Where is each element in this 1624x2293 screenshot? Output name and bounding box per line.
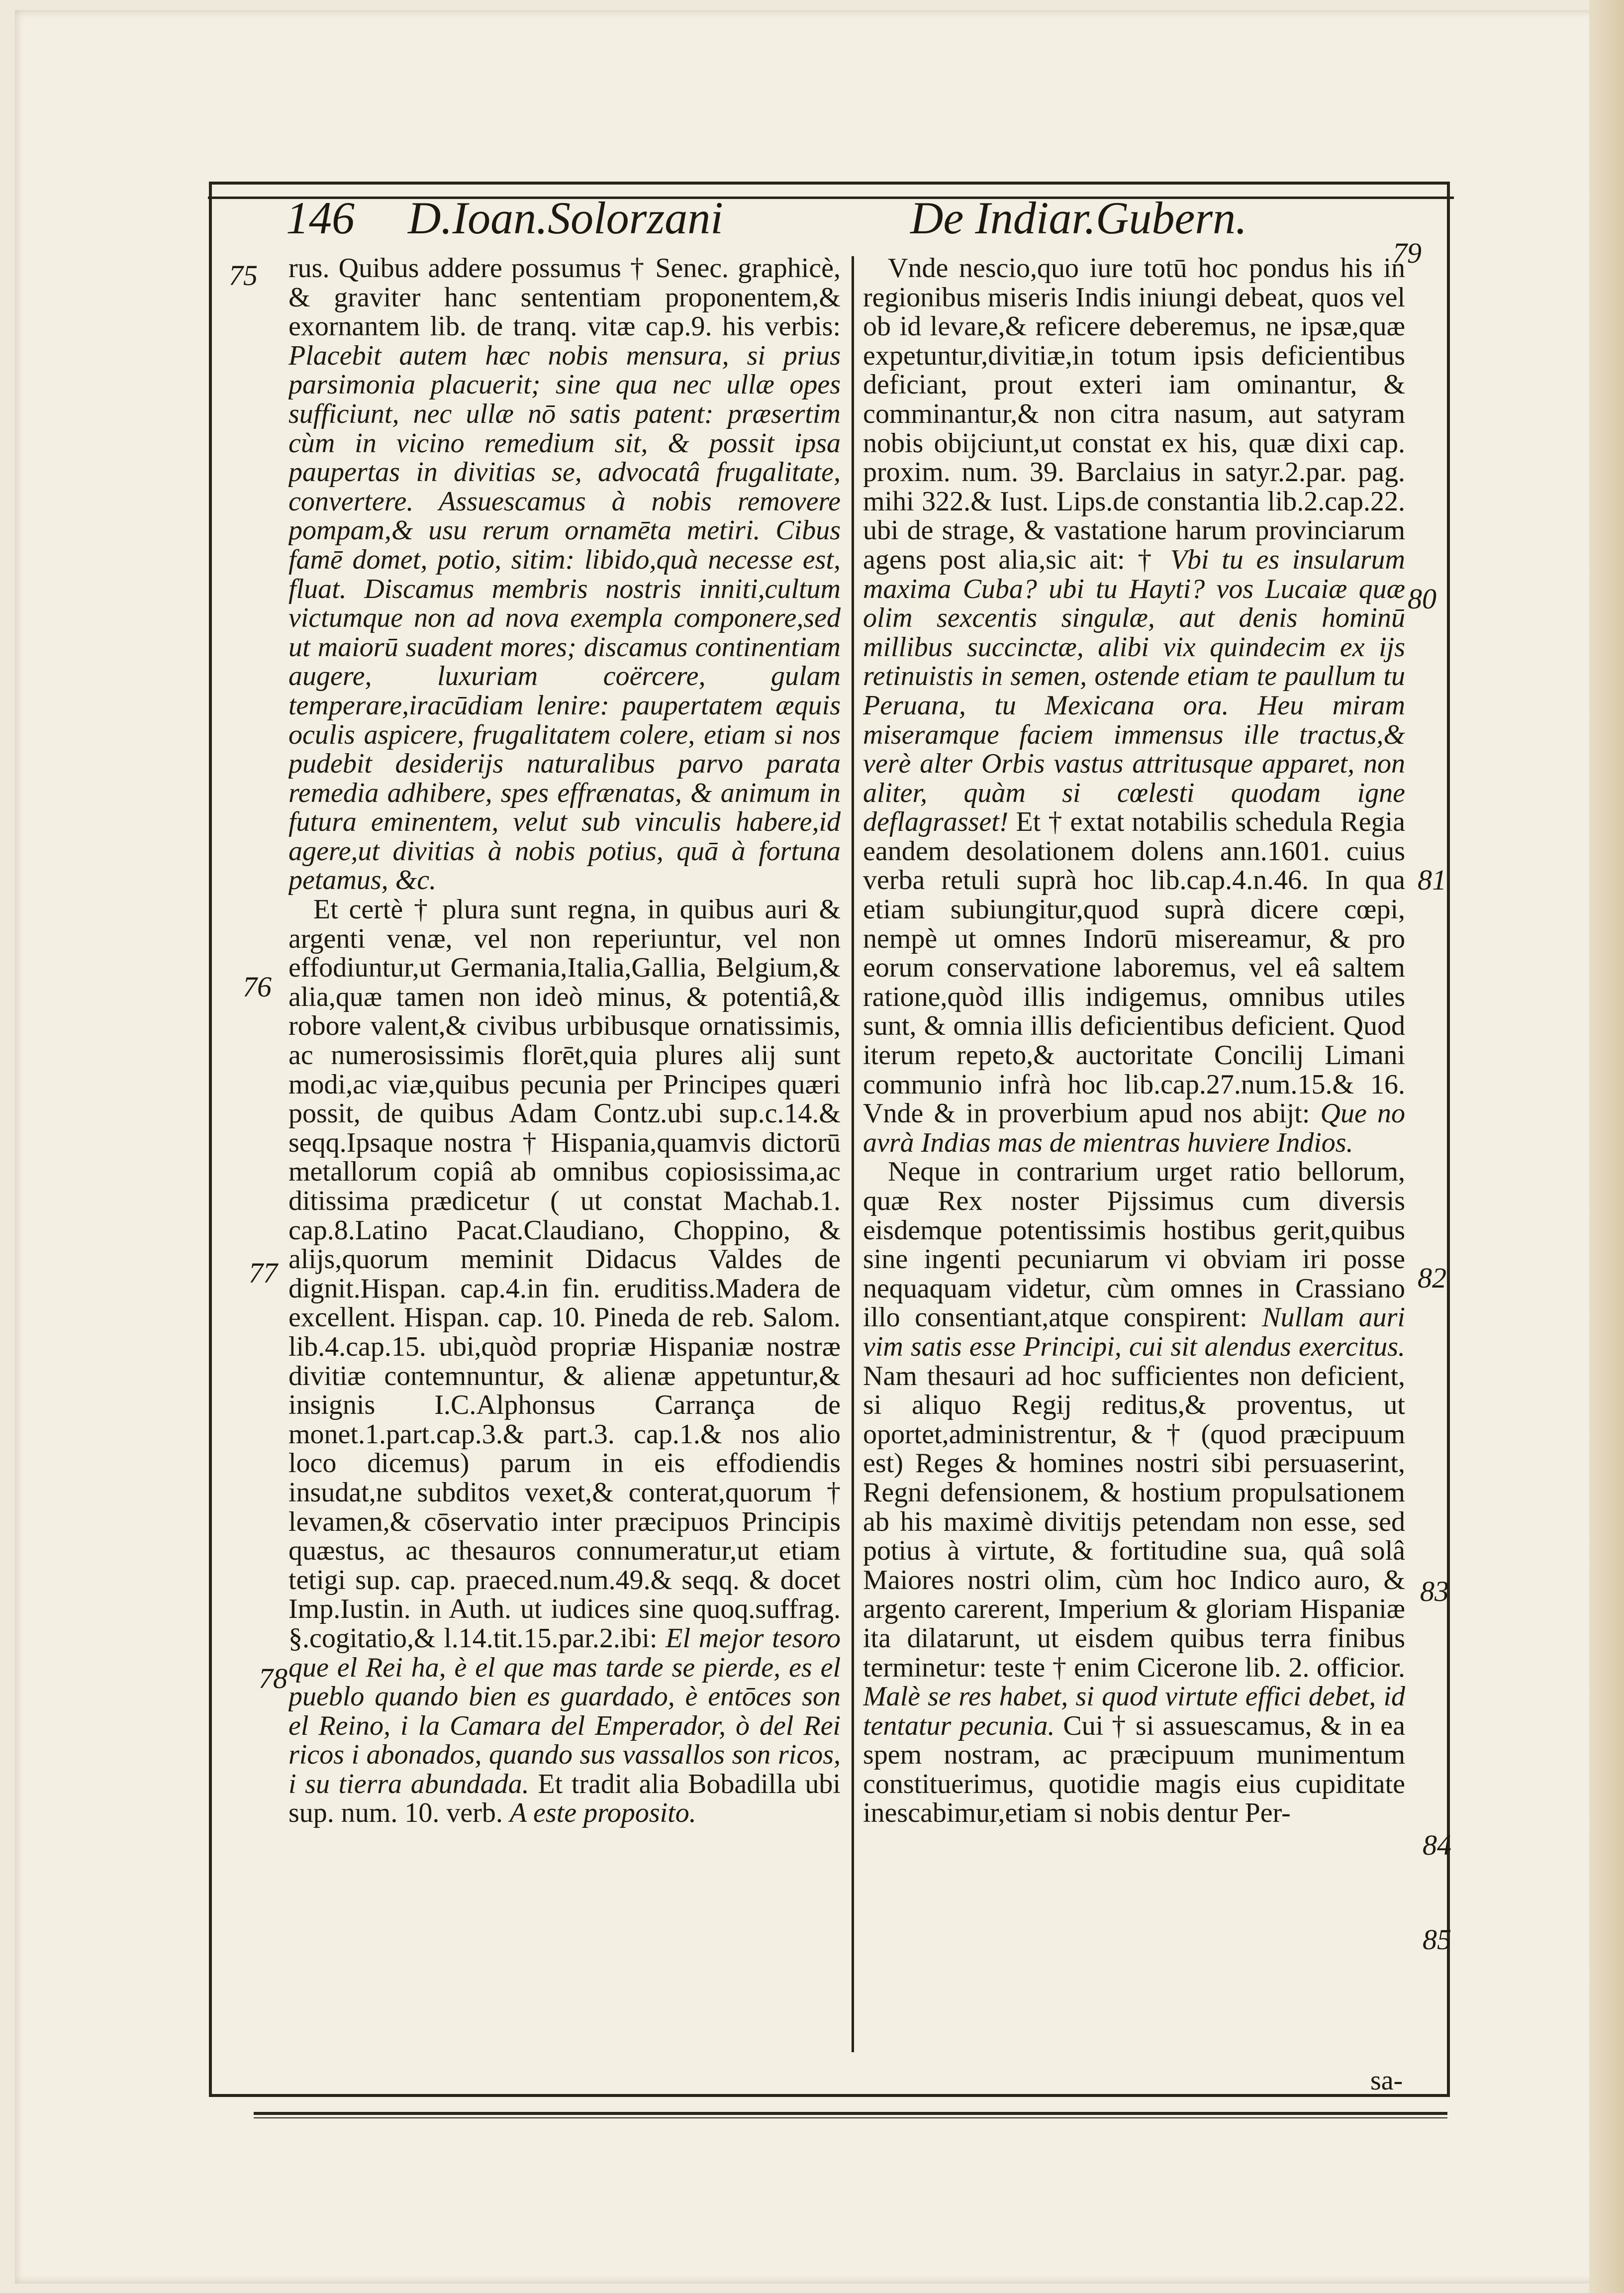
margin-note-left: 76 [243,971,272,1003]
text-run: Et † extat notabilis schedula Regia eandem desolationem dolens ann.1601. cuius verba retuli suprà hoc lib.cap.4.n.46. In qua etiam subiungitur,quod suprà dicere cœpi, nempè ut omnes Indorū misereamur, & pro eorum conservatione laboremus, vel eâ saltem ratione,quòd illis indigemus, omnibus utiles sunt, & omnia illis deficientibus deficient. Quod iterum repeto,& auctoritate Concilij Limani communio infrà hoc lib.cap.27.num.15.& 16. Vnde & in proverbium apud nos abijt: [863,806,1405,1129]
footer-rule-thin [254,2117,1447,2118]
left-column [288,254,841,2075]
italic-quotation: Vbi tu es insularum maxima Cuba? ubi tu Hayti? vos Lucaiæ quæ olim sexcentis singulæ, aut denis hominū millibus succinctæ, alibi vix quindecim ex ijs retinuistis in semen, ostende etiam te paullum tu Peruana, tu Mexicana ora. Heu miram miseramque faciem immensus ille tractus,& verè alter Orbis vastus attritusque apparet, non aliter, quàm si cœlesti quodam igne deflagrasset! [863,544,1405,838]
text-run: Nam thesauri ad hoc sufficientes non deficient, si aliquo Regij reditus,& proventus, ut oportet,administrentur, & † (quod præcipuum est) Reges & homines nostri sibi persuaserint, Regni defensionem, & hostium propulsationem ab his maximè divitijs petendam non esse, sed potius à virtute, & fortitudine sua, quâ solâ Maiores nostri olim, cùm hoc Indico auro, & argento carerent, Imperium & gloriam Hispaniæ ita dilatarunt, ut eisdem quibus terra finibus terminetur: teste † enim Cicerone lib. 2. officior. [863,1360,1405,1683]
binding-gutter [1589,0,1624,2293]
margin-note-left: 77 [249,1257,278,1289]
catchword: sa- [1370,2065,1403,2096]
italic-quotation: Nullam auri vim satis esse Principi, cui sit alendus exercitus. [863,1302,1405,1362]
footer-rule [254,2112,1447,2115]
right-column [863,254,1405,2025]
margin-note-right: 82 [1418,1262,1446,1294]
text-paragraph [288,895,841,1828]
text-run: Cui † si assuescamus, & in ea spem nostram, ac præcipuum munimentum constituerimus, quotidie magis eius cupiditate inescabimur,etiam si nobis dentur Per- [863,1710,1405,1829]
italic-quotation: A este proposito. [509,1797,696,1829]
italic-quotation: El mejor tesoro que el Rei ha, è el que mas tarde se pierde, es el pueblo quando bien es guardado, è entōces son el Reino, i la Camara del Emperador, ò del Rei ricos i abonados, quando sus vassallos son ricos, i su tierra abundada. [288,1622,841,1799]
header-author: D.Ioan.Solorzani [408,193,723,243]
page-number: 146 [286,193,355,243]
margin-note-right: 83 [1420,1575,1449,1607]
running-header [286,192,1395,264]
text-run: Neque in contrarium urget ratio bellorum, quæ Rex noster Pijssimus cum diversis eisdemque potentissimis hostibus gerit,quibus sine ingenti pecuniarum vi obviam iri posse nequaquam videtur, cùm omnes in Crassiano illo consentiant,atque conspirent: [863,1156,1405,1333]
header-running-title: De Indiar.Gubern. [910,193,1247,243]
column-divider [852,256,854,2052]
italic-quotation: Malè se res habet, si quod virtute effici debet, id tentatur pecunia. [863,1681,1405,1741]
text-run: rus. Quibus addere possumus † Senec. graphicè, & graviter hanc sententiam proponentem,& exornantem lib. de tranq. vitæ cap.9. his verbis: [288,254,841,342]
text-paragraph [863,254,1405,1157]
text-paragraph [863,1157,1405,1828]
text-run: Vnde nescio,quo iure totū hoc pondus his in regionibus miseris Indis iniungi debeat, quos vel ob id levare,& reficere deberemus, ne ipsæ,quæ expetuntur,divitiæ,in totum ipsis deficientibus deficiant, prout exteri iam ominantur, & comminantur,& non citra nasum, aut satyram nobis obijciunt,ut constat ex his, quæ dixi cap. proxim. num. 39. Barclaius in satyr.2.par. pag. mihi 322.& Iust. Lips.de constantia lib.2.cap.22. ubi de strage, & vastatione harum provinciarum agens post alia,sic ait: † [863,254,1405,575]
margin-note-right: 81 [1418,864,1446,896]
margin-note-right: 80 [1408,583,1436,615]
margin-note-left: 78 [259,1662,287,1695]
text-run: Et tradit alia Bobadilla ubi sup. num. 10. verb. [288,1768,841,1829]
margin-note-right: 79 [1393,237,1422,269]
margin-note-right: 85 [1423,1923,1451,1956]
margin-note-left: 75 [229,259,258,292]
text-paragraph [288,254,841,895]
italic-quotation: Que no avrà Indias mas de mientras huviere Indios. [863,1098,1405,1158]
italic-quotation: Placebit autem hæc nobis mensura, si prius parsimonia placuerit; sine qua nec ullæ opes sufficiunt, nec ullæ nō satis patent: præsertim cùm in vicino remedium sit, & possit ipsa paupertas in divitias se, advocatâ frugalitate, convertere. Assuescamus à nobis removere pompam,& usu rerum ornamēta metiri. Cibus famē domet, potio, sitim: libido,quà necesse est, fluat. Discamus membris nostris inniti,cultum victumque non ad nova exempla componere,sed ut maiorū suadent mores; discamus continentiam augere, luxuriam coërcere, gulam temperare,iracūdiam lenire: paupertatem æquis oculis aspicere, frugalitatem colere, etiam si nos pudebit desiderijs naturalibus parvo parata remedia adhibere, spes effrænatas, & animum in futura eminentem, velut sub vinculis habere,id agere,ut divitias à nobis potius, quā à fortuna petamus, &c. [288,340,841,896]
margin-note-right: 84 [1423,1829,1451,1861]
text-run: Et certè † plura sunt regna, in quibus auri & argenti venæ, vel non reperiuntur, vel non effodiuntur,ut Germania,Italia,Gallia, Belgium,& alia,quæ tamen non ideò minus, & potentiâ,& robore valent,& civibus urbibusque ornatissimis, ac numerosissimis florēt,quia plures alij sunt modi,ac viæ,quibus pecunia per Principes quæri possit, de quibus Adam Contz.ubi sup.c.14.& seqq.Ipsaque nostra † Hispania,quamvis dictorū metallorum copiâ ab omnibus copiosissima,ac ditissima prædicetur ( ut constat Machab.1. cap.8.Latino Pacat.Claudiano, Choppino, & alijs,quorum meminit Didacus Valdes de dignit.Hispan. cap.4.in fin. eruditiss.Madera de excellent. Hispan. cap. 10. Pineda de reb. Salom. lib.4.cap.15. ubi,quòd propriæ Hispaniæ nostræ divitiæ contemnuntur, & alienæ appetuntur,& insignis I.C.Alphonsus Carrança de monet.1.part.cap.3.& part.3. cap.1.& nos alio loco dicemus) parum in eis effodiendis insudat,ne subditos vexet,& conterat,quorum † levamen,& cōservatio inter præcipuos Principis quæstus, ac thesauros connumeratur,ut etiam tetigi sup. cap. praeced.num.49.& seqq. & docet Imp.Iustin. in Auth. ut iudices sine quoq.suffrag. §.cogitatio,& l.14.tit.15.par.2.ibi: [288,894,841,1654]
